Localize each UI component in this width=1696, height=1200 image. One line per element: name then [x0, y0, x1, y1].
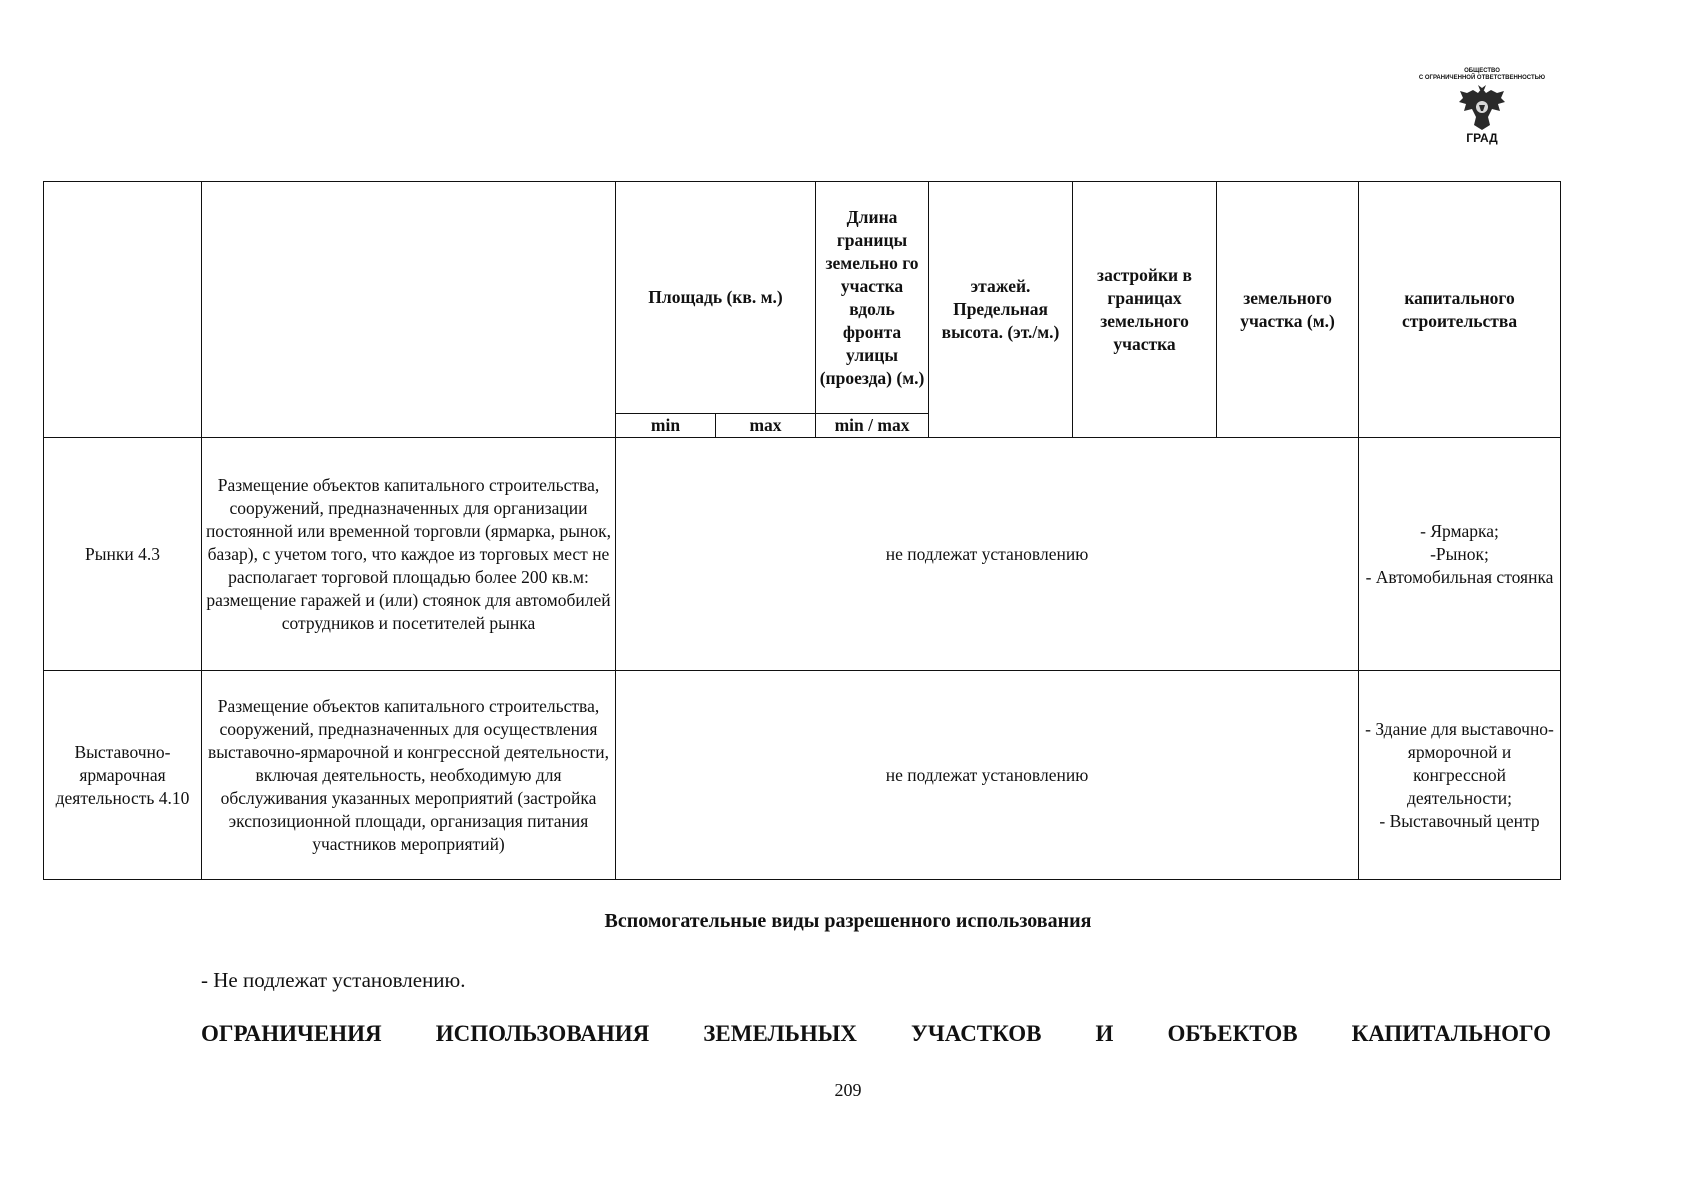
- header-min: min: [616, 414, 716, 438]
- use-description: Размещение объектов капитального строительства, сооружений, предназначенных для осуществления выставочно-ярмарочной и конгрессной деятельности, включая деятельность, необходимую для обслуживания указанных мероприятий (застройка экспозиционной площади, организация питания участников мероприятий): [202, 671, 616, 880]
- logo-line-1: ОБЩЕСТВО: [1464, 68, 1500, 74]
- header-plot: земельного участка (м.): [1217, 182, 1359, 438]
- header-coverage: застройки в границах земельного участка: [1073, 182, 1217, 438]
- restrictions-word: ЗЕМЕЛЬНЫХ: [703, 1021, 857, 1046]
- header-area: Площадь (кв. м.): [616, 182, 816, 414]
- logo-line-2: С ОГРАНИЧЕННОЙ ОТВЕТСТВЕННОСТЬЮ: [1418, 75, 1546, 81]
- table-header-row: [44, 182, 1561, 414]
- restrictions-word: И: [1095, 1021, 1114, 1046]
- land-use-table: [43, 181, 1561, 880]
- use-name: Рынки 4.3: [44, 438, 202, 671]
- header-frontage: Длина границы земельно го участка вдоль фронта улицы (проезда) (м.): [816, 182, 929, 414]
- header-floors: этажей. Предельная высота. (эт./м.): [929, 182, 1073, 438]
- object-item: -Рынок;: [1430, 543, 1489, 564]
- header-objects: капитального строительства: [1359, 182, 1561, 438]
- restrictions-word: УЧАСТКОВ: [910, 1021, 1042, 1046]
- object-item: - Ярмарка;: [1420, 520, 1499, 541]
- double-headed-eagle-icon: [1457, 84, 1507, 132]
- use-description: Размещение объектов капитального строительства, сооружений, предназначенных для организации постоянной или временной торговли (ярмарка, рынок, базар), с учетом того, что каждое из торговых мест не располагает торговой площадью более 200 кв.м: размещение гаражей и (или) стоянок для автомобилей сотрудников и посетителей рынка: [202, 438, 616, 671]
- restrictions-word: КАПИТАЛЬНОГО: [1351, 1021, 1551, 1046]
- object-item: - Выставочный центр: [1379, 810, 1540, 831]
- use-parameters: не подлежат установлению: [616, 438, 1359, 671]
- object-item: - Автомобильная стоянка: [1365, 566, 1554, 587]
- use-name: Выставочно-ярмарочная деятельность 4.10: [44, 671, 202, 880]
- auxiliary-uses-heading: Вспомогательные виды разрешенного использования: [604, 910, 1092, 932]
- restrictions-word: ОГРАНИЧЕНИЯ: [201, 1021, 382, 1046]
- header-empty-name: [44, 182, 202, 438]
- table-row: [44, 438, 1561, 671]
- company-logo: [1394, 68, 1570, 154]
- page-number: 209: [834, 1080, 862, 1100]
- restrictions-word: ИСПОЛЬЗОВАНИЯ: [435, 1021, 650, 1046]
- header-max: max: [716, 414, 816, 438]
- header-empty-description: [202, 182, 616, 438]
- use-parameters: не подлежат установлению: [616, 671, 1359, 880]
- auxiliary-uses-note: - Не подлежат установлению.: [201, 968, 466, 992]
- logo-name: ГРАД: [1466, 131, 1498, 145]
- header-minmax: min / max: [816, 414, 929, 438]
- object-item: - Здание для выставочно-ярморочной и конгрессной деятельности;: [1365, 718, 1554, 808]
- restrictions-word: ОБЪЕКТОВ: [1167, 1021, 1298, 1046]
- restrictions-heading: [201, 1021, 1551, 1047]
- use-objects: [1359, 671, 1561, 880]
- use-objects: [1359, 438, 1561, 671]
- table-row: [44, 671, 1561, 880]
